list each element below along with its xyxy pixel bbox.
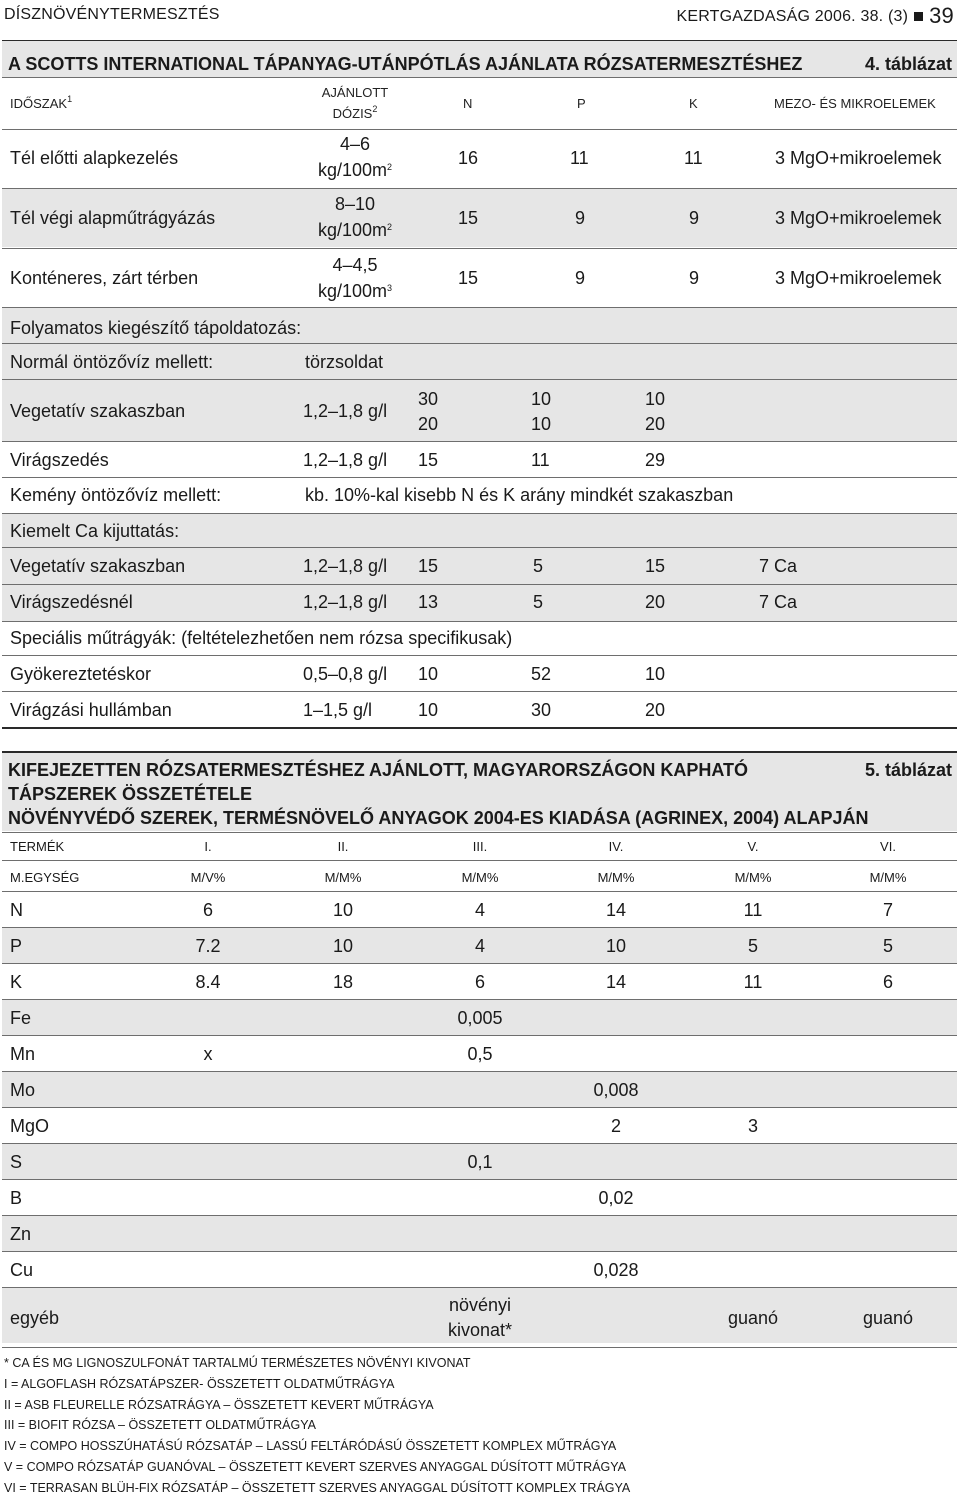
table-cell: 0,005 [457, 1008, 503, 1028]
rule [2, 1035, 957, 1036]
p-value: 30 [531, 700, 552, 720]
k-value: 29 [645, 450, 666, 470]
other-iii-line2: kivonat* [447, 1320, 513, 1340]
n-value: 10 [418, 664, 439, 684]
col-dose-line2 [300, 106, 410, 121]
product-label: TERMÉK [10, 839, 65, 854]
table5-title-line3: NÖVÉNYVÉDŐ SZEREK, TERMÉSNÖVELŐ ANYAGOK 2004-ES KIADÁSA (AGRINEX, 2004) ALAPJÁN [8, 808, 869, 828]
rule [2, 1107, 957, 1108]
rule [2, 1347, 957, 1348]
row-label: Vegetatív szakaszban [10, 556, 186, 576]
table-cell: 7.2 [195, 936, 221, 956]
element-label: Mn [10, 1044, 36, 1064]
normal-water-label: Normál öntözővíz mellett: [10, 352, 214, 372]
dose-value: 1,2–1,8 g/l [303, 556, 388, 576]
table-cell: 6 [882, 972, 893, 992]
table-cell: 4 [474, 936, 485, 956]
unit-header: M/M% [597, 870, 635, 885]
meso-value: 3 MgO+mikroelemek [775, 148, 942, 168]
n-value: 13 [418, 592, 439, 612]
table-cell: 0,008 [593, 1080, 639, 1100]
table-cell: 0,1 [467, 1152, 493, 1172]
rule [2, 832, 957, 833]
footnote: IV = COMPO HOSSZÚHATÁSÚ RÓZSATÁP – LASSÚ FELTÁRÓDÁSÚ ÖSSZETETT KOMPLEX MŰTRÁGYA [4, 1439, 617, 1454]
product-header: III. [472, 839, 488, 854]
table4-title: A SCOTTS INTERNATIONAL TÁPANYAG-UTÁNPÓTLÁS AJÁNLATA RÓZSATERMESZTÉSHEZ [8, 54, 803, 74]
row-label: Konténeres, zárt térben [10, 268, 199, 288]
p-value: 5 [533, 592, 544, 612]
unit-header: M/M% [869, 870, 907, 885]
special-heading: Speciális műtrágyák: (feltételezhetően nem rózsa specifikusak) [10, 628, 513, 648]
meso-value: 3 MgO+mikroelemek [775, 208, 942, 228]
meso-value: 7 Ca [759, 556, 798, 576]
dose-unit-text: kg/100m [317, 220, 388, 240]
n-value: 16 [458, 148, 479, 168]
p-value: 5 [533, 556, 544, 576]
rule [2, 655, 957, 656]
col-period [10, 96, 72, 111]
k-value: 10 [645, 389, 666, 409]
element-label: Cu [10, 1260, 34, 1280]
other-label: egyéb [10, 1308, 60, 1328]
element-label: B [10, 1188, 23, 1208]
col-meso: MEZO- ÉS MIKROELEMEK [774, 96, 936, 111]
table-cell: 10 [332, 900, 354, 920]
square-bullet-icon [914, 12, 923, 21]
dose-value: 1–1,5 g/l [303, 700, 373, 720]
section-header: DÍSZNÖVÉNYTERMESZTÉS [4, 6, 220, 23]
table4-number: 4. táblázat [864, 54, 952, 74]
footnote: VI = TERRASAN BLÜH-FIX RÓZSATÁP – ÖSSZETETT SZERVES ANYAGGAL DÚSÍTOTT KOMPLEX TRÁGYA [4, 1480, 631, 1495]
table-cell: 5 [747, 936, 758, 956]
journal-citation: KERTGAZDASÁG 2006. 38. (3) [676, 8, 909, 25]
row-shade [2, 1216, 957, 1251]
meso-value: 7 Ca [759, 592, 798, 612]
table-cell: 4 [474, 900, 485, 920]
table-cell: 3 [747, 1116, 758, 1136]
element-label: S [10, 1152, 23, 1172]
hard-water-value: kb. 10%-kal kisebb N és K arány mindkét szakaszban [305, 485, 734, 505]
table-cell: 10 [332, 936, 354, 956]
rule [2, 441, 957, 442]
dose-unit-text: kg/100m [317, 281, 388, 301]
row-label: Gyökereztetéskor [10, 664, 152, 684]
rule [2, 77, 957, 78]
rule [2, 891, 957, 892]
dose-unit [300, 160, 410, 181]
dose-value: 0,5–0,8 g/l [303, 664, 388, 684]
table-cell: 8.4 [195, 972, 221, 992]
element-label: MgO [10, 1116, 50, 1136]
other-iii-line1: növényi [448, 1295, 512, 1315]
footnote-ref: 2 [387, 162, 393, 172]
continuous-heading: Folyamatos kiegészítő tápoldatozás: [10, 318, 302, 338]
row-label: Virágszedés [10, 450, 109, 470]
rule [2, 860, 957, 861]
row-label: Tél végi alapműtrágyázás [10, 208, 216, 228]
product-header: V. [747, 839, 759, 854]
p-value: 52 [531, 664, 552, 684]
element-label: Fe [10, 1008, 32, 1028]
rule [2, 379, 957, 380]
table-cell: 14 [605, 972, 627, 992]
table-cell: 10 [605, 936, 627, 956]
row-label: Vegetatív szakaszban [10, 401, 186, 421]
other-v: guanó [727, 1308, 779, 1328]
rule [2, 963, 957, 964]
element-label: Zn [10, 1224, 32, 1244]
dose-unit [300, 281, 410, 302]
table-cell: 6 [474, 972, 485, 992]
table-cell: 18 [332, 972, 354, 992]
col-n: N [463, 96, 473, 111]
rule [2, 343, 957, 344]
table-cell: 0,5 [467, 1044, 493, 1064]
product-header: II. [337, 839, 349, 854]
meso-value: 3 MgO+mikroelemek [775, 268, 942, 288]
p-value: 11 [531, 450, 550, 470]
table-cell: 0,028 [593, 1260, 639, 1280]
n-value: 15 [458, 268, 479, 288]
table-cell: 2 [610, 1116, 621, 1136]
table-cell: 5 [882, 936, 893, 956]
rule [2, 248, 957, 249]
row-label: Virágszedésnél [10, 592, 133, 612]
footnote: V = COMPO RÓZSATÁP GUANÓVAL – ÖSSZETETT KEVERT SZERVES ANYAGGAL DÚSÍTOTT MŰTRÁGYA [4, 1460, 627, 1474]
k-value: 20 [645, 700, 666, 720]
element-label: Mo [10, 1080, 36, 1100]
element-label: K [10, 972, 23, 992]
rule [2, 691, 957, 692]
table-cell: 0,02 [598, 1188, 634, 1208]
table-cell: 6 [202, 900, 213, 920]
row-shade [2, 1072, 957, 1107]
row-label: Virágzási hullámban [10, 700, 172, 720]
k-value: 20 [645, 414, 666, 434]
other-vi: guanó [862, 1308, 914, 1328]
ca-heading: Kiemelt Ca kijuttatás: [10, 521, 180, 541]
rule [2, 584, 957, 585]
col-dose-line1: AJÁNLOTT [321, 85, 389, 100]
col-p: P [577, 96, 586, 111]
dose-value: 1,2–1,8 g/l [303, 592, 388, 612]
n-value: 15 [418, 556, 439, 576]
k-value: 9 [689, 268, 700, 288]
unit-header: M/M% [324, 870, 362, 885]
table-cell: 11 [743, 900, 763, 920]
p-value: 10 [531, 414, 552, 434]
n-value: 10 [418, 700, 439, 720]
col-k: K [689, 96, 698, 111]
dose-amount: 4–6 [339, 134, 371, 154]
p-value: 11 [570, 148, 589, 168]
dose-unit-text: kg/100m [317, 160, 388, 180]
footnote-ref: 2 [387, 222, 393, 232]
journal-header [676, 3, 954, 29]
product-header: IV. [608, 839, 624, 854]
dose-value: 1,2–1,8 g/l [303, 401, 388, 421]
n-value: 20 [418, 414, 439, 434]
rule [2, 1251, 957, 1252]
rule [2, 1179, 957, 1180]
product-header: VI. [880, 839, 896, 854]
unit-header: M/M% [461, 870, 499, 885]
k-value: 20 [645, 592, 666, 612]
table-cell: 7 [882, 900, 893, 920]
col-dose-label: DÓZIS [332, 106, 373, 121]
table5-title-line2: TÁPSZEREK ÖSSZETÉTELE [8, 784, 253, 804]
n-value: 30 [418, 389, 439, 409]
table5-title-line1: KIFEJEZETTEN RÓZSATERMESZTÉSHEZ AJÁNLOTT, MAGYARORSZÁGON KAPHATÓ [8, 760, 749, 780]
n-value: 15 [458, 208, 479, 228]
footnote-ref: 3 [387, 283, 393, 293]
footnote-ref: 1 [67, 94, 73, 104]
dose-unit [300, 220, 410, 241]
rule [2, 621, 957, 622]
footnote: II = ASB FLEURELLE RÓZSATRÁGYA – ÖSSZETETT KEVERT MŰTRÁGYA [4, 1397, 434, 1412]
product-header: I. [204, 839, 212, 854]
table-cell: 11 [743, 972, 763, 992]
p-value: 9 [575, 268, 586, 288]
table4-bottom-rule [2, 727, 957, 729]
k-value: 15 [645, 556, 666, 576]
page-number: 39 [929, 3, 954, 28]
unit-header: M/V% [190, 870, 226, 885]
p-value: 9 [575, 208, 586, 228]
k-value: 9 [689, 208, 700, 228]
unit-label: M.EGYSÉG [10, 870, 80, 885]
unit-header: M/M% [734, 870, 772, 885]
rule [2, 129, 957, 130]
table-cell: 14 [605, 900, 627, 920]
k-value: 10 [645, 664, 666, 684]
p-value: 10 [531, 389, 552, 409]
rule [2, 547, 957, 548]
dose-amount: 4–4,5 [332, 255, 378, 275]
hard-water-label: Kemény öntözővíz mellett: [10, 485, 222, 505]
dose-amount: 8–10 [334, 194, 376, 214]
dose-value: 1,2–1,8 g/l [303, 450, 388, 470]
footnote-ref: 2 [372, 104, 378, 114]
footnote: * CA ÉS MG LIGNOSZULFONÁT TARTALMÚ TERMÉSZETES NÖVÉNYI KIVONAT [4, 1356, 471, 1370]
k-value: 11 [684, 148, 703, 168]
element-label: N [10, 900, 23, 920]
footnote: I = ALGOFLASH RÓZSATÁPSZER- ÖSSZETETT OLDATMŰTRÁGYA [4, 1376, 395, 1391]
rule [2, 477, 957, 478]
n-value: 15 [418, 450, 439, 470]
normal-water-value: törzsoldat [305, 352, 384, 372]
element-label: P [10, 936, 23, 956]
col-period-label: IDŐSZAK [10, 96, 68, 111]
table5-number: 5. táblázat [864, 760, 952, 780]
footnote: III = BIOFIT RÓZSA – ÖSSZETETT OLDATMŰTRÁGYA [4, 1418, 316, 1433]
row-label: Tél előtti alapkezelés [10, 148, 179, 168]
table-cell: x [203, 1044, 213, 1064]
